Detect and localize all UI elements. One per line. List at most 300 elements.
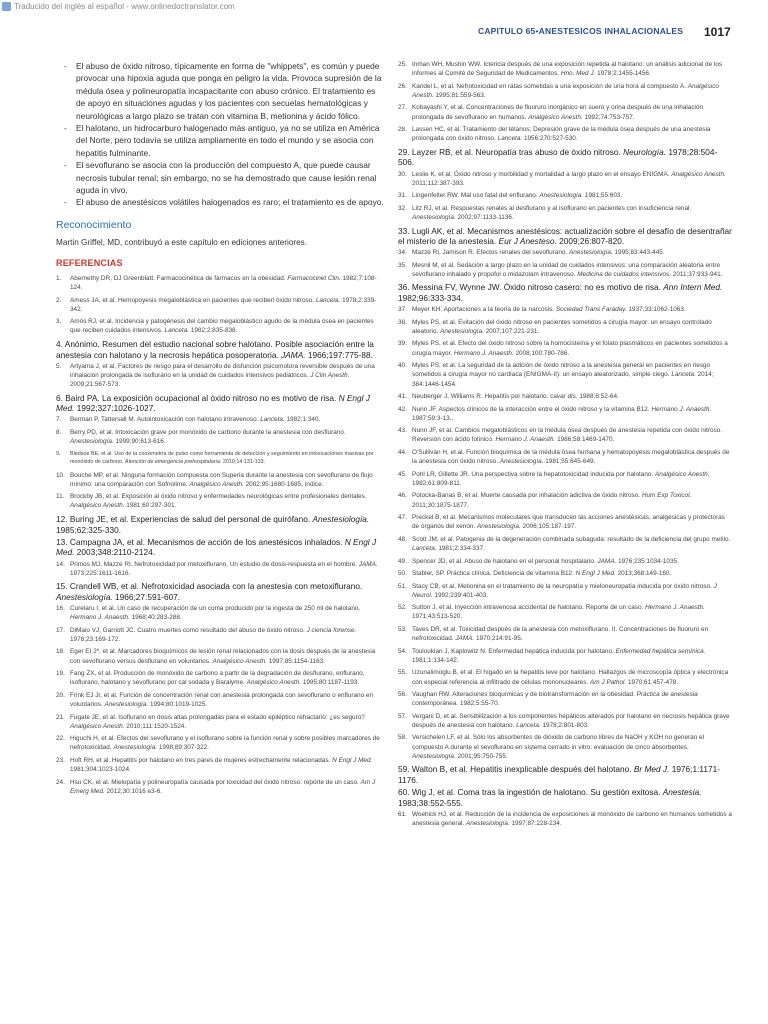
reference-citation: 1976;1:1171-1176. [398, 764, 720, 785]
reference-item [398, 690, 732, 708]
reference-text: Nunn JF. Aspectos clínicos de la interacción entre el óxido nitroso y la vitamina B12. [412, 405, 650, 413]
reference-number: 13. [56, 536, 68, 547]
reference-number: 30. [398, 170, 407, 178]
left-column [56, 60, 386, 799]
reference-citation: 1966;27:591-607. [115, 591, 181, 602]
reference-item [398, 712, 732, 730]
reference-number: 28. [398, 126, 407, 134]
reference-number: 33. [398, 225, 410, 236]
reference-item [398, 535, 732, 553]
reference-text: Kobayashi Y, et al. Concentraciones de fluoruro inorgánico en suero y orina después de una inhalación prolongada de sevoflurano en humanos. [412, 104, 704, 121]
reference-number: 19. [56, 670, 65, 678]
reference-number: 6. [56, 392, 63, 403]
reference-text: Crandell WB, et al. Nefrotoxicidad asociada con la anestesia con metoxiflurano. [69, 581, 363, 592]
reference-number: 36. [398, 282, 410, 293]
reference-item [398, 603, 732, 621]
reference-citation: 1981;55:645-649. [545, 458, 596, 466]
reference-journal: Enfermedad hepática semínica. [615, 647, 706, 655]
page-number: 1017 [704, 25, 731, 39]
reference-text: Frink EJ Jr, et al. Función de concentración renal con anestesia prolongada con sevoflurano o enflurano en voluntarios. [70, 691, 374, 709]
reference-number: 2. [56, 296, 62, 304]
acknowledgment-heading: Reconocimiento [56, 218, 132, 231]
reference-item [398, 147, 732, 168]
reference-citation: 1986;58:1469-1470. [557, 436, 615, 444]
reference-number: 34. [398, 249, 407, 257]
reference-citation: 2009;26:807-820. [559, 236, 625, 247]
reference-number: 9. [56, 450, 61, 457]
reference-number: 51. [398, 582, 407, 590]
reference-journal: Sociedad Trans Faraday. [555, 306, 627, 314]
reference-journal: Hermano J. Anaesth. [651, 405, 712, 413]
reference-text: Nunn JF, et al. Cambios megaloblásticos en la médula ósea después de anestesia repetida con óxido nitroso. Reversión con ácido folínico. [412, 427, 723, 444]
reference-citation: 1970;214:91-95. [475, 635, 523, 643]
reference-journal: J Neurol. [412, 582, 717, 599]
reference-item [56, 734, 386, 752]
reference-item [56, 778, 386, 796]
reference-text: Eger EI 2º, et al. Marcadores bioquímicos de lesión renal relacionados con la dosis después de la anestesia con sevoflurano versus desflurano en voluntarios. [70, 648, 376, 665]
reference-journal: Anestesiología. [477, 523, 521, 531]
reference-number: 1. [56, 274, 62, 282]
reference-item [398, 426, 732, 444]
reference-item [56, 393, 386, 414]
reference-journal: Anestesiología. [70, 438, 114, 446]
references-list-left [56, 274, 386, 796]
reference-journal: Analgésico Anesth. [246, 679, 302, 687]
reference-number: 31. [398, 192, 407, 200]
reference-item [398, 282, 732, 303]
reference-journal: Am J Pathol. [589, 678, 627, 686]
reference-number: 23. [56, 756, 65, 764]
reference-text: Spencer JD, et al. Abuso de halotano en el personal hospitalario. [412, 557, 596, 565]
reference-text: Litz RJ, et al. Respuestas renales al desflurano y al isoflurano en pacientes con insuficiencia renal. [412, 204, 692, 212]
reference-journal: N Engl J Med. [332, 756, 373, 764]
reference-number: 24. [56, 778, 65, 786]
key-point: - El halotano, un hidrocarburo halogenado más antiguo, ya no se utiliza en América del Norte, pero todavía se utiliza ampliamente en todo el mundo y se asocia con hepatitis fulminante. [56, 122, 386, 159]
reference-journal: Farmacocinet Clin. [287, 274, 341, 282]
reference-text: Mesnil M, et al. Sedación a largo plazo en la unidad de cuidados intensivos: una comparación aleatoria entre sevoflurano inhalado y propofol o midazolam intravenoso. [412, 261, 721, 278]
reference-journal: N Engl J Med. [575, 570, 616, 577]
reference-text: Anónimo. Resumen del estudio nacional sobre halotano. Posible asociación entre la anestesia con halotano y la necrosis hepática posoperatoria. [56, 338, 374, 360]
reference-number: 42. [398, 405, 407, 413]
reference-journal: Analgésico Anesth. [189, 480, 244, 488]
reference-item [56, 274, 386, 292]
reference-citation: 1982;7:108-124. [70, 274, 377, 292]
reference-item [56, 756, 386, 774]
reference-number: 45. [398, 470, 407, 478]
reference-text: O'Sullivan H, et al. Función bioquímica de la médula ósea humana y hematopoyesis megaloblástica después de la anestesia con óxido nitroso. [412, 448, 730, 466]
reference-journal: Lanceta. [164, 327, 190, 335]
reference-text: Myles PS, et al. La seguridad de la adición de óxido nitroso a la anestesia general en pacientes en riesgo sometidos a cirugía mayor no cardíaca (ENIGMA-II): un ensayo aleatorizado, simple ciego. [412, 362, 711, 379]
reference-text: Berman P, Tattersall M. Autointoxicación con halotano intravenoso. [70, 416, 259, 424]
reference-text: Berry PD, et al. Intoxicación grave por monóxido de carbono durante la anestesia con desflurano. [70, 428, 346, 436]
reference-text: Artyama J, et al. Factores de riesgo para el desarrollo de disfunción psicomotora reversible después de una inhalación prolongada de isoflurano en la unidad de cuidados intensivos pediátricos. [70, 362, 375, 379]
reference-citation: 1987;59:3-13.. [412, 414, 454, 422]
reference-number: 4. [56, 338, 63, 349]
reference-text: Hsu CK, et al. Mielopatía y polineuropatía causada por toxicidad del óxido nitroso: reporte de un caso. [70, 778, 359, 786]
reference-text: Layzer RB, et al. Neuropatía tras abuso de óxido nitroso. [411, 146, 621, 157]
reference-citation: 1983;38:552-555. [398, 797, 464, 808]
reference-journal: Lanceta. [315, 296, 341, 304]
reference-text: Primos MJ, Mazze RI. Nefrotoxicidad por metoxiflurano. Un estudio de dosis-respuesta en el hombre. [70, 560, 357, 568]
reference-journal: Am J Emerg Med. [70, 778, 376, 795]
reference-number: 55. [398, 669, 407, 677]
reference-item [398, 470, 732, 488]
reference-text: Fugate JE, et al. Isoflurano en dosis altas prolongadas para el estado epiléptico refractario: ¿es seguro? [70, 713, 365, 721]
reference-citation: 2011;37:933-941. [672, 270, 723, 278]
reference-citation: 1997;87:228-234. [511, 820, 562, 828]
reference-citation: 1978;28:504-506. [398, 146, 718, 168]
acknowledgment-text: Martin Griffel, MD, contribuyó a este capítulo en ediciones anteriores. [56, 237, 308, 247]
reference-journal: Analgésico Anesth. [655, 470, 710, 478]
reference-citation: 1994;80:1019-1025. [149, 701, 208, 709]
reference-number: 44. [398, 448, 407, 456]
reference-text: Hoft RH, et al. Hepatitis por halotano en tres pares de mujeres estrechamente relacionadas. [70, 756, 331, 764]
reference-item [56, 296, 386, 314]
reference-item [398, 764, 732, 785]
reference-number: 20. [56, 691, 65, 699]
reference-number: 49. [398, 557, 407, 565]
reference-number: 60. [398, 787, 410, 798]
reference-text: Vaughan RW. Alteraciones bioquímicas y de biotransformación en la obesidad. [412, 691, 635, 699]
reference-citation: 1956;270:527-530. [523, 135, 578, 143]
reference-citation: 1985;62:325-330. [56, 524, 122, 535]
reference-text: Taves DR, et al. Toxicidad después de la anestesia con metoxiflurano. II. Concentraciones de fluoruro en nefrotoxicidad. [412, 625, 709, 643]
reference-text: DiMaio VJ, Garriott JC. Cuatro muertes como resultado del abuso de óxido nitroso. [70, 626, 305, 634]
reference-item [398, 810, 732, 828]
reference-journal: Anestesiología. [569, 249, 613, 257]
reference-citation: 1966;197:775-88. [307, 349, 373, 360]
reference-number: 38. [398, 318, 407, 326]
reference-journal: Analgésico Anesth. [70, 502, 125, 510]
reference-item [56, 604, 386, 622]
reference-journal: Neurología. [623, 146, 666, 157]
reference-item [56, 415, 386, 424]
reference-number: 11. [56, 493, 65, 501]
reference-journal: Hermano J. Anaesth. [453, 349, 514, 357]
reference-text: Lingenfelter RW. Mal uso fatal del enflurano. [412, 192, 538, 200]
reference-journal: Anestesia. [662, 787, 702, 798]
references-list-right [398, 60, 732, 828]
reference-journal: Anestesiología. [113, 744, 158, 752]
reference-journal: Lanceta. [412, 545, 437, 552]
reference-number: 12. [56, 513, 68, 524]
reference-number: 59. [398, 764, 410, 775]
reference-number: 27. [398, 104, 407, 112]
reference-item [56, 581, 386, 602]
reference-item [398, 60, 732, 78]
reference-item [56, 471, 386, 489]
reference-journal: Anestesiología. [412, 752, 456, 760]
reference-number: 16. [56, 605, 65, 612]
reference-text: Potocka-Banas B, et al. Muerte causada por inhalación adictiva de óxido nitroso. [412, 492, 641, 500]
reference-item [56, 537, 386, 558]
reference-journal: Br Med J. [633, 764, 670, 775]
right-column [398, 60, 732, 832]
key-point: - El sevoflurano se asocia con la producción del compuesto A, que puede causar necrosis tubular renal; sin embargo, no se ha demostrado que cause lesión renal aguda in vivo. [56, 159, 386, 196]
chapter-label: CAPITULO 65 [478, 26, 536, 36]
reference-number: 43. [398, 427, 407, 435]
chapter-title: ANESTESICOS INHALACIONALES [538, 26, 684, 36]
reference-citation: 2010;14:131-133. [222, 459, 266, 466]
reference-journal: JAMA. [358, 560, 378, 568]
reference-number: 40. [398, 362, 407, 370]
reference-citation: 2013;368:149-160. [617, 570, 672, 577]
translation-banner[interactable] [0, 0, 235, 12]
reference-item [398, 557, 732, 566]
reference-journal: Hno. Med J. [560, 70, 596, 78]
reference-number: 7. [56, 416, 62, 424]
reference-citation: 1981;304:1023-1024. [70, 766, 131, 774]
reference-journal: Anestesiología. [56, 591, 113, 602]
reference-citation: 1995;80:1187-1193. [302, 679, 360, 687]
reference-text: Fang ZX, et al. Producción de monóxido de carbono a partir de la degradación de desflurano, enflurano, isoflurano, halotano y sevoflurano por cal sodada y Baralyme. [70, 670, 365, 687]
reference-number: 8. [56, 428, 62, 436]
reference-item [56, 317, 386, 335]
reference-number: 25. [398, 61, 407, 68]
reference-item [56, 647, 386, 665]
reference-text: Walton B, et al. Hepatitis inexplicable después del halotano. [411, 764, 632, 775]
reference-journal: JAMA. [281, 349, 306, 360]
reference-number: 35. [398, 261, 407, 269]
reference-citation: 1982;61:809-811. [412, 479, 462, 487]
reference-item [56, 492, 386, 510]
reference-text: Myles PS, et al. Evitación del óxido nitroso en pacientes sometidos a cirugía mayor: un ensayo controlado aleatorio. [412, 318, 712, 335]
reference-citation: 1981;55:603. [584, 192, 623, 200]
reference-journal: Lanceta. [260, 416, 285, 424]
reference-citation: 1971;43:513-520. [412, 613, 463, 621]
reference-journal: Práctica de anestesia contemporánea. [412, 691, 698, 708]
reference-citation: 2011;30:1875-1877. [412, 501, 469, 509]
reference-journal: Eur J Anesteso. [498, 236, 557, 247]
reference-journal: Atención de emergencia prehospitalaria. [124, 459, 222, 466]
reference-item [56, 339, 386, 360]
reference-item [56, 428, 386, 446]
reference-citation: 2008;100:780-786. [515, 349, 570, 357]
reference-citation: 1973;225:1611-1616. [70, 569, 131, 577]
reference-text: Stacy CB, et al. Metionina en el tratamiento de la neuropatía y mieloneuropatía inducida por óxido nitroso. [412, 582, 712, 590]
reference-citation: 1976;235:1034-1035. [618, 557, 679, 565]
reference-number: 22. [56, 735, 65, 743]
reference-item [398, 82, 732, 100]
reference-number: 47. [398, 514, 407, 522]
reference-citation: 1982;1:340. [286, 416, 321, 424]
reference-item [398, 647, 732, 665]
reference-item [398, 261, 732, 279]
reference-text: Abernethy DR, DJ Greenblatt. Farmacocinética de fármacos en la obesidad. [70, 274, 286, 282]
reference-text: Lassen HC, et al. Tratamiento del tétanos; Depresión grave de la médula ósea después de una anestesia prolongada con óxido nitroso. [412, 126, 711, 143]
reference-number: 48. [398, 535, 407, 543]
reference-citation: 2002;97:1133-1136. [457, 214, 514, 221]
reference-citation: 1937;33:1062-1063. [628, 306, 686, 314]
reference-journal: J Clin Anesth. [310, 371, 350, 379]
reference-journal: Hermano J. Anaesth. [645, 604, 705, 612]
reference-citation: 1970;61:457-478. [628, 678, 679, 686]
reference-citation: 1982;5:55-70. [459, 700, 500, 708]
reference-citation: 1982;96:333-334. [398, 293, 464, 304]
reference-item [398, 204, 732, 222]
reference-item [398, 392, 732, 401]
reference-number: 46. [398, 492, 407, 500]
reference-number: 56. [398, 691, 407, 699]
reference-text: Touloukian J, Kaplowitz N. Enfermedad hepática inducida por halotano. [412, 647, 614, 655]
running-header [478, 26, 683, 36]
reference-item [56, 560, 386, 578]
reference-text: Leslie K, et al. Óxido nitroso y morbilidad y mortalidad a largo plazo en el ensayo ENIGMA. [412, 170, 670, 178]
key-point: - El abuso de óxido nitroso, típicamente en forma de "whippets", es común y puede provocar una hipoxia aguda que ponga en peligro la vida. Provoca supresión de la médula ósea y polineuropatía incapacitante con abuso crónico. El tratamiento es de apoyo en situaciones agudas y los pacientes con secuelas hematológicas y neurológicas a largo plazo se tratan con vitamina B, metionina y ácido fólico. [56, 60, 386, 122]
reference-journal: Ann Intern Med. [663, 282, 723, 293]
reference-number: 29. [398, 146, 410, 157]
reference-citation: 1978;23:169-172. [70, 635, 121, 643]
key-point: - El abuso de anestésicos volátiles halogenados es raro; el tratamiento es de apoyo. [56, 196, 386, 208]
reference-text: Campagna JA, et al. Mecanismos de acción de los anestésicos inhalados. [69, 536, 343, 547]
reference-number: 54. [398, 647, 407, 655]
key-points-list [56, 60, 386, 209]
reference-text: Inman WH, Mushin WW. Ictericia después de una exposición repetida al halotano: un análisis adicional de los informes al Comité de Seguridad de Medicamentos. [412, 61, 723, 78]
reference-citation: 2014; 384:1446-1454. [412, 371, 714, 388]
reference-item [398, 170, 732, 188]
reference-item [398, 103, 732, 121]
reference-item [398, 248, 732, 257]
reference-citation: 2002;95:1680-1685, índice. [245, 480, 324, 488]
reference-citation: 2007;107:221-231. [485, 327, 540, 335]
reference-number: 10. [56, 471, 65, 479]
reference-item [56, 713, 386, 731]
reference-journal: Hum Exp Toxicol. [641, 492, 692, 500]
reference-text: Amós RJ, et al. Incidencia y patogénesis del cambio megaloblástico agudo de la médula ósea en pacientes que reciben cuidados intensivos. [70, 318, 374, 335]
reference-citation: 2003;348:2110-2124. [76, 547, 156, 558]
reference-citation: 1978;2:1455-1456. [597, 70, 651, 78]
reference-number: 21. [56, 713, 65, 721]
reference-journal: Analgésico Anesth. [671, 170, 726, 178]
reference-item [398, 491, 732, 509]
reference-citation: 1992;239:401-403. [434, 591, 489, 599]
reference-citation: 2001;95:750-755. [457, 752, 508, 760]
reference-text: Stabler, SP. Práctica clínica. Deficiencia de vitamina B12. [412, 570, 574, 577]
reference-number: 32. [398, 204, 407, 212]
reference-journal: Anestesiología. [499, 458, 544, 466]
reference-citation: 1982;2:835-838. [190, 327, 238, 335]
reference-number: 61. [398, 810, 407, 818]
reference-journal: Anestesiología. [466, 820, 510, 828]
reference-text: Brockby JB, et al. Exposición al óxido nitroso y enfermedades neurológicas entre profesionales dentales. [70, 493, 367, 501]
reference-text: Bouche MP, et al. Ninguna formación compuesta con Superia durante la anestesia con sevoflurano de flujo mínimo: una comparación con Sofnolime. [70, 471, 373, 488]
reference-journal: Lanceta. [516, 721, 541, 729]
reference-item [398, 582, 732, 600]
reference-citation: 1968;40:283-288. [131, 614, 182, 622]
reference-journal: Anestesiología. [104, 701, 149, 709]
reference-journal: Lanceta. [497, 135, 523, 143]
reference-number: 15. [56, 581, 68, 592]
reference-text: Vergani D, et al. Sensibilización a los componentes hepáticos alterados por halotano en necrosis hepática grave después de anestesia con halotano. [412, 712, 730, 729]
reference-citation: 1999;90:613-616. [115, 438, 166, 446]
reference-number: 39. [398, 340, 407, 348]
header-separator: • [535, 26, 539, 36]
reference-item [398, 305, 732, 314]
reference-number: 26. [398, 82, 407, 90]
reference-item [398, 361, 732, 389]
reference-citation: 1981;2:334-337. [438, 545, 485, 552]
reference-item [398, 226, 732, 247]
reference-text: Messina FV, Wynne JW. Óxido nitroso casero: no es motivo de risa. [411, 282, 661, 293]
reference-citation: 1981;1:134-142. [412, 656, 459, 664]
reference-item [398, 405, 732, 423]
reference-item [398, 625, 732, 643]
reference-number: 57. [398, 712, 407, 720]
reference-text: Scott JM, et al. Patogenia de la degeneración combinada subaguda: resultado de la deficiencia del grupo metilo. [412, 535, 731, 543]
reference-text: Preckel B, et al. Mecanismos moleculares que transducen las acciones anestésicas, analgésicas y protectoras de órganos del xenón. [412, 514, 725, 531]
reference-citation: 2012;30:1016 e3-6. [106, 787, 163, 795]
reference-item [398, 318, 732, 336]
reference-citation: 2009;21:567-573. [70, 381, 121, 389]
reference-text: Neuberger J, Williams R. Hepatitis por halotano. [412, 393, 549, 401]
reference-text: Uzunalimoglu B, et al. El hígado en la hepatitis leve por halotano. Hallazgos de microscopía óptica y electrónica con especial referencia al infiltrado de células mononucleares. [412, 669, 729, 686]
reference-citation: 1978;2:801-803. [542, 721, 589, 729]
reference-text: Lugli AK, et al. Mecanismos anestésicos: actualización sobre el desafío de desentrañar el misterio de la anestesia. [398, 225, 732, 247]
reference-journal: Analgésico Anesth. [70, 722, 125, 730]
translator-icon [2, 2, 11, 11]
reference-number: 37. [398, 306, 407, 314]
reference-citation: 2010;111:1520-1524. [126, 722, 187, 730]
reference-number: 58. [398, 734, 407, 742]
reference-citation: 1978;2:339-342. [70, 296, 377, 313]
reference-text: Bledsoe BE, et al. Uso de la cooximetría de pulso como herramienta de detección y seguimiento en intoxicaciones masivas por monóxido de carbono. [70, 450, 374, 466]
reference-journal: Lanceta. [671, 371, 696, 379]
reference-item [56, 626, 386, 644]
reference-text: Woehick HJ, et al. Reducción de la incidencia de exposiciones al monóxido de carbono en humanos sometidos a anestesia general. [412, 810, 732, 828]
reference-text: Buring JE, et al. Experiencias de salud del personal de quirófano. [69, 513, 311, 524]
reference-citation: 1995;83:443-445. [614, 249, 665, 257]
reference-citation: 1997;85:1154-1163. [268, 657, 325, 665]
reference-journal: Anestesiología. [539, 192, 584, 200]
references-heading: REFERENCIAS [56, 257, 123, 268]
reference-journal: Anestesiología. [312, 513, 370, 524]
reference-number: 50. [398, 570, 407, 577]
reference-item [398, 339, 732, 357]
reference-journal: JAMA. [597, 557, 617, 565]
reference-text: Amess JA, et al. Hemopoyesis megaloblástica en pacientes que reciben óxido nitroso. [70, 296, 315, 304]
reference-item [398, 513, 732, 531]
reference-item [56, 514, 386, 535]
reference-journal: Anestesiología. [440, 327, 484, 335]
reference-number: 52. [398, 604, 407, 612]
reference-citation: 1992;327:1026-1027. [76, 403, 156, 414]
reference-item [398, 668, 732, 686]
reference-journal: JAMA. [455, 635, 475, 643]
reference-text: Kandel L, et al. Nefrotoxicidad en ratas sometidas a una exposición de una hora al compuesto A. [412, 82, 686, 90]
reference-item [56, 450, 386, 468]
reference-item [56, 691, 386, 709]
reference-item [398, 125, 732, 143]
reference-number: 18. [56, 648, 65, 656]
reference-journal: Analgésico Anesth. [212, 657, 267, 665]
reference-journal: Hermano J. Anaesth. [70, 614, 130, 622]
reference-text: Wig J, et al. Coma tras la ingestión de halotano. Su gestión exitosa. [411, 787, 661, 798]
reference-number: 17. [56, 626, 65, 634]
reference-journal: Analgésico Anesth. [412, 82, 719, 99]
reference-journal: Anestesiología. [412, 214, 456, 221]
reference-item [398, 787, 732, 808]
reference-number: 53. [398, 625, 407, 633]
reference-citation: 1995;81:559-563. [435, 91, 486, 99]
reference-citation: 2006;105:187-197. [522, 523, 577, 531]
reference-text: Myles PS, et al. Efecto del óxido nitroso sobre la homocisteína y el folato plasmáticos en pacientes sometidos a cirugía mayor. [412, 340, 728, 357]
reference-number: 14. [56, 560, 65, 568]
reference-item [56, 362, 386, 390]
reference-item [398, 448, 732, 466]
translation-banner-text[interactable]: Traducido del inglés al español - www.onlinedoctranslator.com [14, 1, 235, 11]
reference-citation: 1992;74:753-757. [584, 113, 635, 121]
reference-text: Higuchi H, et al. Efectos del sevoflurano y el isoflurano sobre la función renal y sobre posibles marcadores de nefrotoxicidad. [70, 735, 380, 752]
